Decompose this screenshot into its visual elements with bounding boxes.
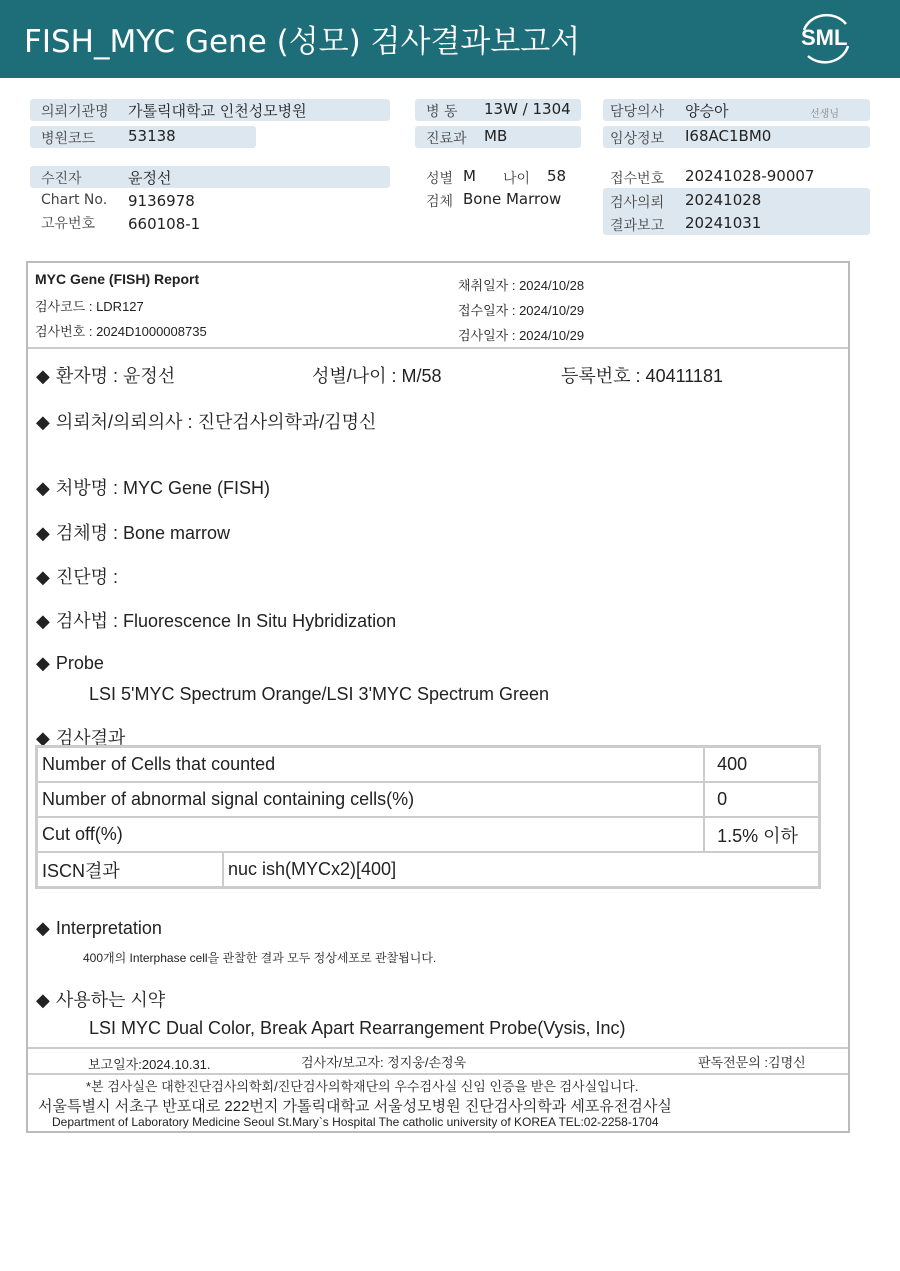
department-value: MB: [484, 127, 508, 145]
reagent-heading-text: 사용하는 시약: [55, 990, 166, 1010]
age-label: 나이: [503, 171, 531, 187]
registration-line: 등록번호 : 40411181: [561, 366, 723, 386]
interpretation-heading-text: Interpretation: [55, 918, 162, 938]
table-cell-value: 400: [704, 747, 819, 783]
reader-line: 판독전문의 :김명신: [698, 1055, 806, 1070]
request-value: 20241028: [685, 191, 762, 209]
institution-label: 의뢰기관명: [41, 104, 109, 120]
result-table: [35, 745, 821, 889]
report-title: MYC Gene (FISH) Report: [35, 271, 200, 287]
diamond-bullet-icon: ◆: [36, 523, 50, 543]
collect-date: 채취일자 : 2024/10/28: [458, 278, 585, 293]
diamond-bullet-icon: ◆: [36, 478, 50, 498]
result-heading-text: 검사결과: [55, 728, 126, 748]
ward-label: 병 동: [426, 104, 458, 120]
table-cell-value: 1.5% 이하: [704, 817, 819, 852]
patient-line-text: 환자명 : 윤정선: [55, 366, 176, 386]
chart-value: 9136978: [128, 192, 195, 210]
report-header: [0, 0, 900, 78]
probe-text: LSI 5'MYC Spectrum Orange/LSI 3'MYC Spectrum Green: [89, 684, 550, 704]
doctor-value: 양승아: [685, 102, 729, 120]
sml-logo: [796, 12, 856, 66]
age-value: 58: [547, 167, 567, 185]
specimen-line-text: 검체명 : Bone marrow: [55, 523, 231, 543]
logo-text: SML: [801, 25, 848, 50]
iscn-value-cell: nuc ish(MYCx2)[400]: [223, 852, 820, 888]
method-line: [36, 607, 396, 633]
address-english: Department of Laboratory Medicine Seoul St.Mary`s Hospital The catholic university of KOREA TEL:02-2258-1704: [52, 1115, 659, 1129]
diamond-bullet-icon: ◆: [36, 567, 50, 587]
reagent-heading: [36, 986, 165, 1012]
sex-label: 성별: [426, 171, 454, 187]
probe-heading-text: Probe: [55, 653, 104, 673]
doctor-suffix: 선생님: [810, 109, 839, 120]
table-cell-label: Cut off(%): [37, 817, 705, 852]
table-cell-value: 0: [704, 782, 819, 817]
clinical-value: I68AC1BM0: [685, 127, 772, 145]
table-row: [37, 782, 820, 817]
table-row: [37, 747, 820, 783]
table-row: [37, 817, 820, 852]
specimen-line: [36, 519, 230, 545]
probe-heading: [36, 653, 104, 674]
requester-line: [36, 408, 376, 434]
request-label: 검사의뢰: [610, 195, 665, 211]
address-korean: 서울특별시 서초구 반포대로 222번지 가톨릭대학교 서울성모병원 진단검사의학과 세포유전검사실: [38, 1098, 672, 1115]
prescription-line: [36, 474, 270, 500]
sex-value: M: [463, 167, 476, 185]
institution-value: 가톨릭대학교 인천성모병원: [128, 102, 307, 120]
receipt-no-label: 접수번호: [610, 171, 665, 187]
reagent-text: LSI MYC Dual Color, Break Apart Rearrangement Probe(Vysis, Inc): [89, 1018, 626, 1038]
sexage-line: 성별/나이 : M/58: [312, 366, 442, 386]
hospital-code-label: 병원코드: [41, 131, 96, 147]
document-title: FISH_MYC Gene (성모) 검사결과보고서: [24, 24, 581, 60]
diamond-bullet-icon: ◆: [36, 611, 50, 631]
specimen-label: 검체: [426, 194, 454, 210]
diamond-bullet-icon: ◆: [36, 918, 50, 938]
result-value: 20241031: [685, 214, 762, 232]
iscn-label-cell: ISCN결과: [37, 852, 224, 888]
diagnosis-line: [36, 563, 118, 589]
interpretation-text: 400개의 Interphase cell을 관찰한 결과 모두 정상세포로 관찰됩니다.: [83, 951, 437, 965]
receipt-no-value: 20241028-90007: [685, 167, 815, 185]
report-head: [28, 263, 848, 349]
specimen-value: Bone Marrow: [463, 190, 562, 208]
result-label: 결과보고: [610, 218, 665, 234]
diamond-bullet-icon: ◆: [36, 990, 50, 1010]
chart-label: Chart No.: [41, 192, 108, 208]
diamond-bullet-icon: ◆: [36, 728, 50, 748]
ward-value: 13W / 1304: [484, 100, 571, 118]
interpretation-heading: [36, 918, 162, 939]
diamond-bullet-icon: ◆: [36, 412, 50, 432]
patient-value: 윤정선: [128, 169, 172, 187]
unique-value: 660108-1: [128, 215, 201, 233]
table-row: [37, 852, 820, 888]
department-label: 진료과: [426, 131, 467, 147]
diamond-bullet-icon: ◆: [36, 653, 50, 673]
table-cell-label: Number of Cells that counted: [37, 747, 705, 783]
diagnosis-line-text: 진단명 :: [55, 567, 119, 587]
diamond-bullet-icon: ◆: [36, 366, 50, 386]
test-number: 검사번호 : 2024D1000008735: [35, 324, 207, 339]
doctor-label: 담당의사: [610, 104, 665, 120]
prescription-line-text: 처방명 : MYC Gene (FISH): [55, 478, 271, 498]
table-cell-label: Number of abnormal signal containing cells(%): [37, 782, 705, 817]
receive-date: 접수일자 : 2024/10/29: [458, 303, 585, 318]
patient-line: [36, 362, 175, 388]
report-box: [26, 261, 850, 1133]
hospital-code-value: 53138: [128, 127, 176, 145]
examiner-line: 검사자/보고자: 정지웅/손정욱: [301, 1055, 467, 1070]
test-code: 검사코드 : LDR127: [35, 299, 144, 314]
clinical-label: 임상정보: [610, 131, 665, 147]
requester-line-text: 의뢰처/의뢰의사 : 진단검사의학과/김명신: [55, 412, 377, 432]
patient-label: 수진자: [41, 171, 82, 187]
report-footer-signatures: [28, 1047, 848, 1075]
exam-date: 검사일자 : 2024/10/29: [458, 328, 585, 343]
patient-bar: [30, 166, 390, 188]
report-date: 보고일자:2024.10.31.: [88, 1057, 211, 1072]
method-line-text: 검사법 : Fluorescence In Situ Hybridization: [55, 611, 397, 631]
unique-label: 고유번호: [41, 216, 96, 232]
certification-note: *본 검사실은 대한진단검사의학회/진단검사의학재단의 우수검사실 신임 인증을 받은 검사실입니다.: [86, 1079, 639, 1094]
